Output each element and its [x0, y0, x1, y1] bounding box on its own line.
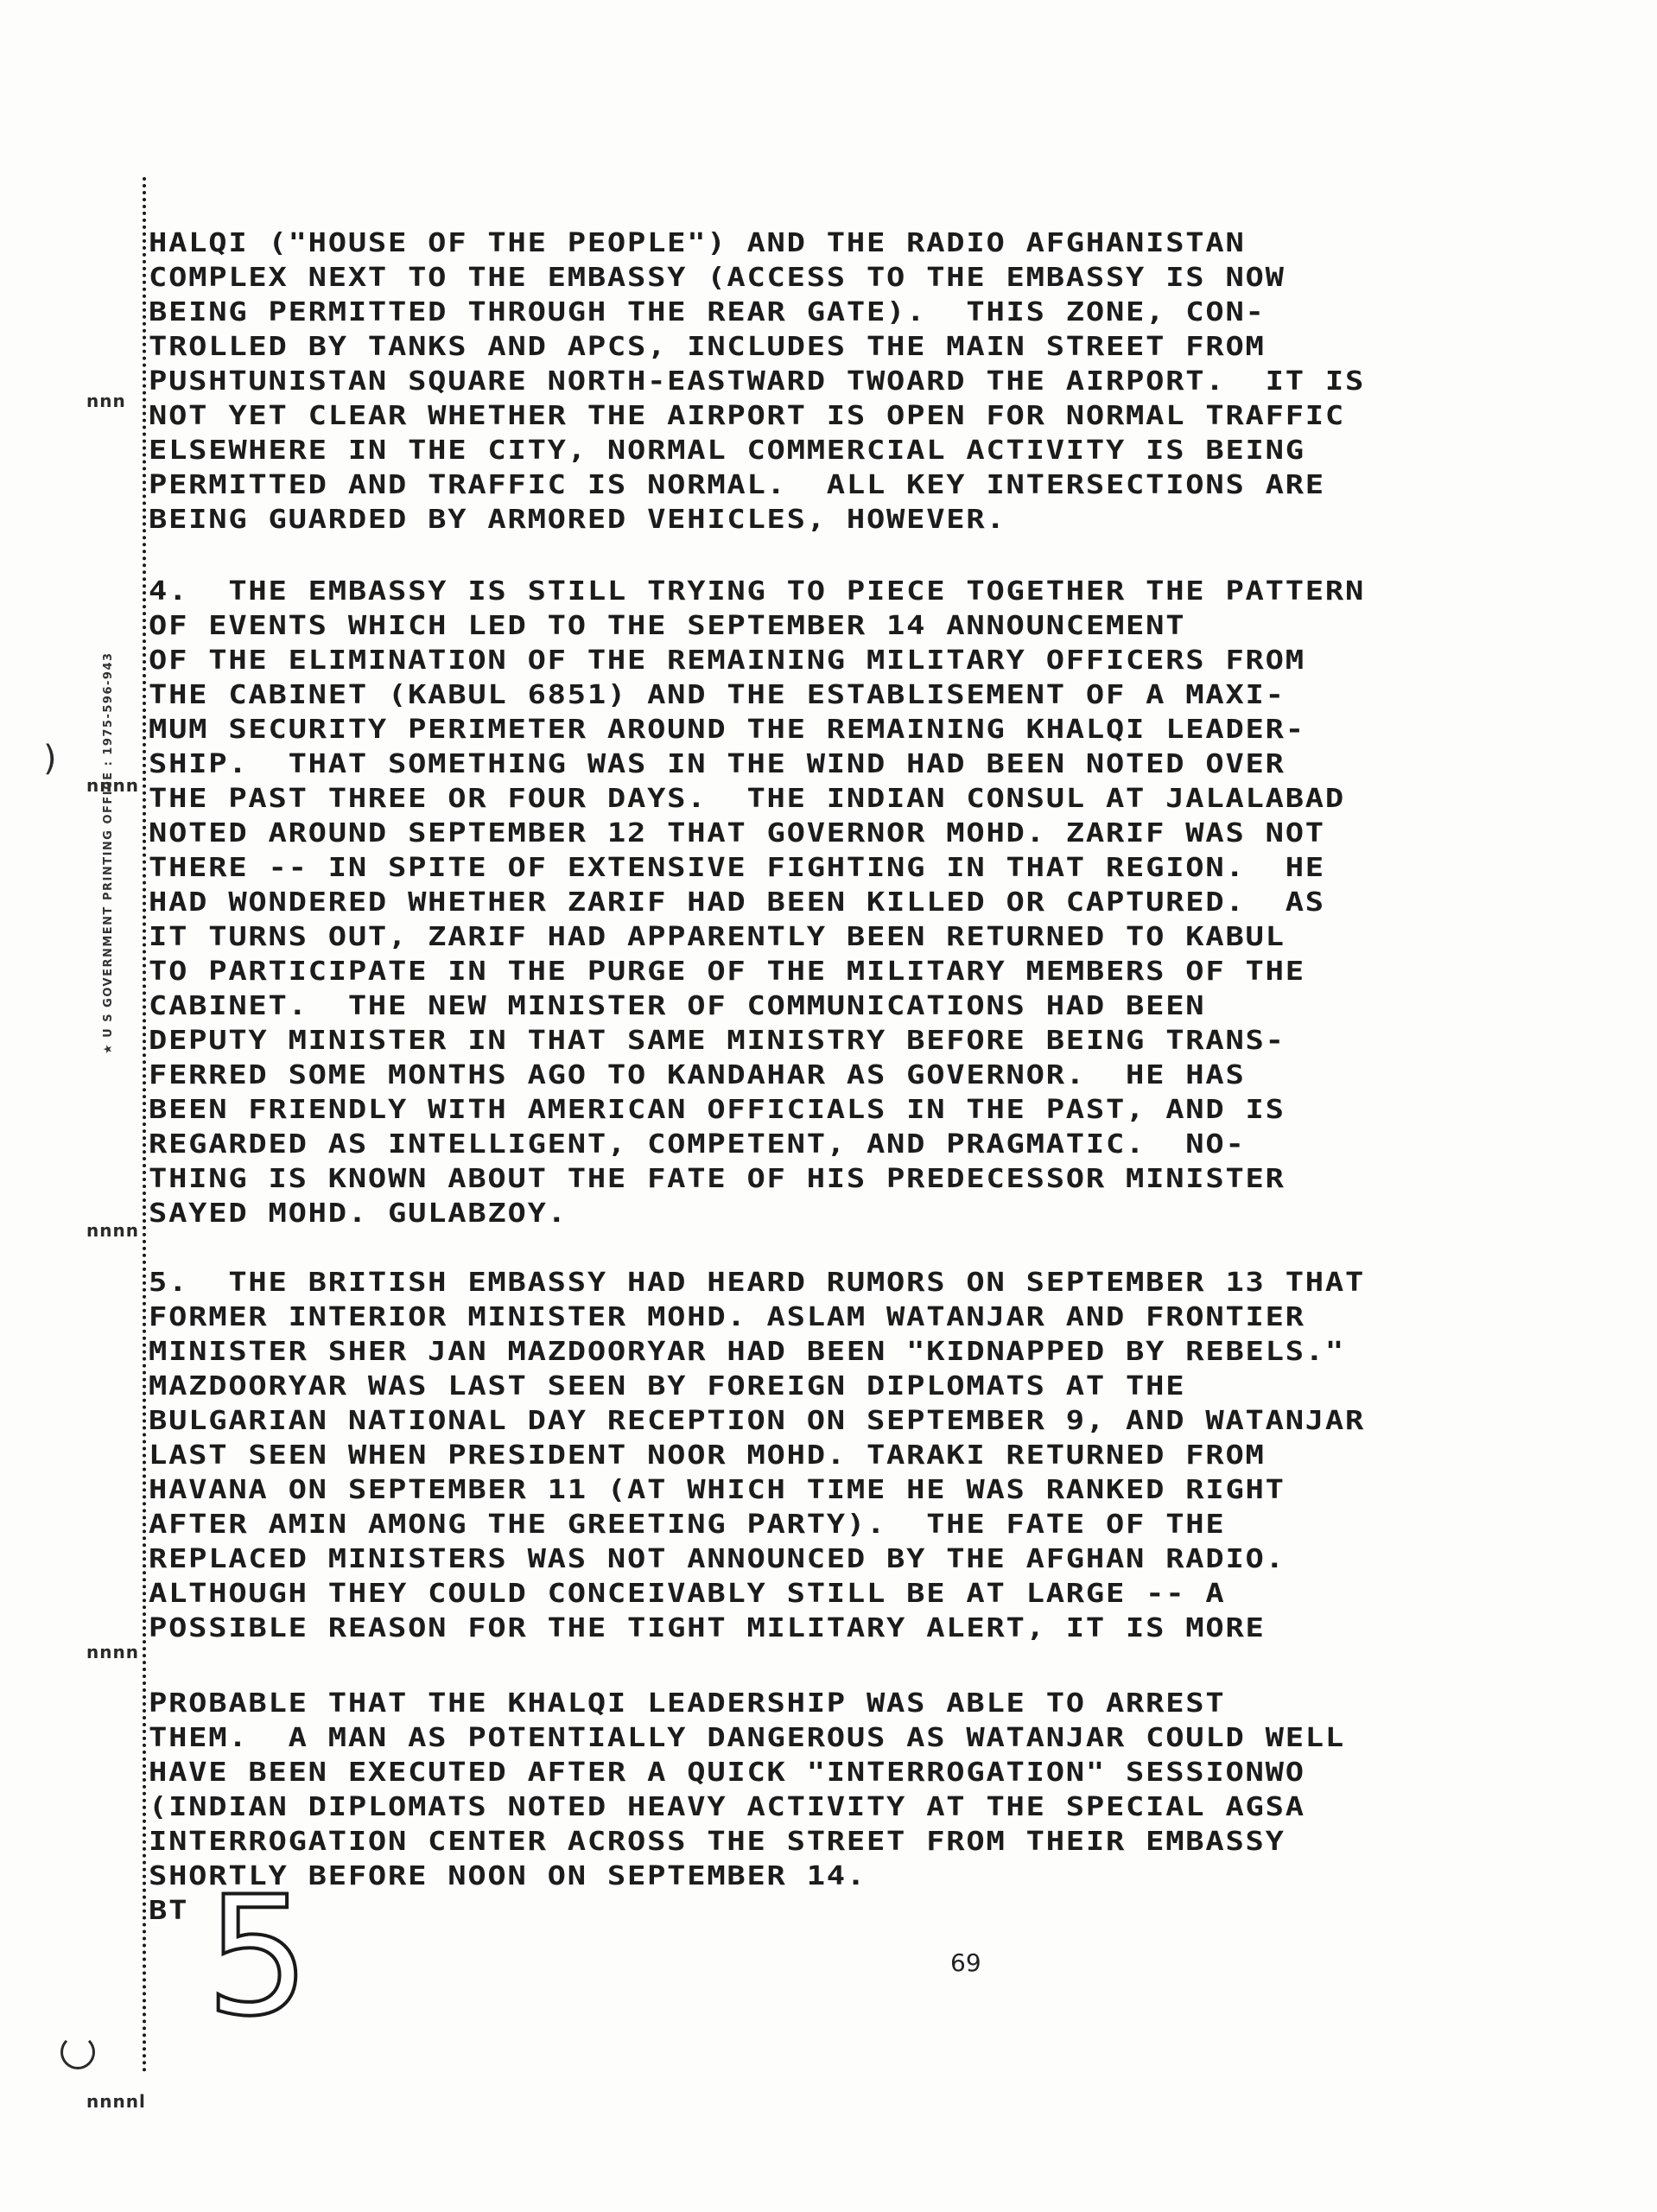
margin-mark: nnnn — [86, 1642, 139, 1662]
margin-rule — [143, 177, 146, 2074]
paragraph-continued: HALQI ("HOUSE OF THE PEOPLE") AND THE RADIO AFGHANISTAN COMPLEX NEXT TO THE EMBASSY (ACCESS TO THE EMBASSY IS NOW BEING PERMITTED THROUGH THE REAR GATE). THIS ZONE, CON- TROLLED BY TANKS AND APCS, INCLUDES THE MAIN STREET FROM PUSHTUNISTAN SQUARE NORTH-EASTWARD TWOARD THE AIRPORT. IT IS NOT YET CLEAR WHETHER THE AIRPORT IS OPEN FOR NORMAL TRAFFIC ELSEWHERE IN THE CITY, NORMAL COMMERCIAL ACTIVITY IS BEING PERMITTED AND TRAFFIC IS NORMAL. ALL KEY INTERSECTIONS ARE BEING GUARDED BY ARMORED VEHICLES, HOWEVER. — [149, 228, 1366, 535]
margin-mark: nnnn — [86, 1220, 139, 1241]
paragraph-4: 4. THE EMBASSY IS STILL TRYING TO PIECE TOGETHER THE PATTERN OF EVENTS WHICH LED TO THE SEPTEMBER 14 ANNOUNCEMENT OF THE ELIMINATION OF THE REMAINING MILITARY OFFICERS FROM THE CABINET (KABUL 6851) AND THE ESTABLISEMENT OF A MAXI- MUM SECURITY PERIMETER AROUND THE REMAINING KHALQI LEADER- SHIP. THAT SOMETHING WAS IN THE WIND HAD BEEN NOTED OVER THE PAST THREE OR FOUR DAYS. THE INDIAN CONSUL AT JALALABAD NOTED AROUND SEPTEMBER 12 THAT GOVERNOR MOHD. ZARIF WAS NOT THERE -- IN SPITE OF EXTENSIVE FIGHTING IN THAT REGION. HE HAD WONDERED WHETHER ZARIF HAD BEEN KILLED OR CAPTURED. AS IT TURNS OUT, ZARIF HAD APPARENTLY BEEN RETURNED TO KABUL TO PARTICIPATE IN THE PURGE OF THE MILITARY MEMBERS OF THE CABINET. THE NEW MINISTER OF COMMUNICATIONS HAD BEEN DEPUTY MINISTER IN THAT SAME MINISTRY BEFORE BEING TRANS- FERRED SOME MONTHS AGO TO KANDAHAR AS GOVERNOR. HE HAS BEEN FRIENDLY WITH AMERICAN OFFICIALS IN THE PAST, AND IS REGARDED AS INTELLIGENT, COMPETENT, AND PRAGMATIC. NO- THING IS KNOWN ABOUT THE FATE OF HIS PREDECESSOR MINISTER SAYED MOHD. GULABZOY. — [149, 576, 1366, 1229]
page-stamp-5 — [199, 1861, 310, 2052]
margin-mark: nnn — [86, 391, 126, 411]
stamp-digit: 5 — [206, 1861, 310, 2052]
margin-mark: nnnnl — [86, 2091, 146, 2112]
margin-mark: nnnn — [86, 775, 139, 796]
paragraph-5-continued: PROBABLE THAT THE KHALQI LEADERSHIP WAS ABLE TO ARREST THEM. A MAN AS POTENTIALLY DANGEROUS AS WATANJAR COULD WELL HAVE BEEN EXECUTED AFTER A QUICK "INTERROGATION" SESSIONWO (INDIAN DIPLOMATS NOTED HEAVY ACTIVITY AT THE SPECIAL AGSA INTERROGATION CENTER ACROSS THE STREET FROM THEIR EMBASSY SHORTLY BEFORE NOON ON SEPTEMBER 14. BT — [149, 1688, 1345, 1926]
margin-paren: ) — [43, 739, 57, 779]
punch-hole-icon — [60, 2035, 95, 2069]
page-number: 69 — [950, 1948, 981, 1977]
paragraph-5: 5. THE BRITISH EMBASSY HAD HEARD RUMORS ON SEPTEMBER 13 THAT FORMER INTERIOR MINISTER MOHD. ASLAM WATANJAR AND FRONTIER MINISTER SHER JAN MAZDOORYAR HAD BEEN "KIDNAPPED BY REBELS." MAZDOORYAR WAS LAST SEEN BY FOREIGN DIPLOMATS AT THE BULGARIAN NATIONAL DAY RECEPTION ON SEPTEMBER 9, AND WATANJAR LAST SEEN WHEN PRESIDENT NOOR MOHD. TARAKI RETURNED FROM HAVANA ON SEPTEMBER 11 (AT WHICH TIME HE WAS RANKED RIGHT AFTER AMIN AMONG THE GREETING PARTY). THE FATE OF THE REPLACED MINISTERS WAS NOT ANNOUNCED BY THE AFGHAN RADIO. ALTHOUGH THEY COULD CONCEIVABLY STILL BE AT LARGE -- A POSSIBLE REASON FOR THE TIGHT MILITARY ALERT, IT IS MORE — [149, 1268, 1366, 1643]
printing-office-imprint: ★ U S GOVERNMENT PRINTING OFFICE : 1975-596-943 — [102, 652, 115, 1054]
